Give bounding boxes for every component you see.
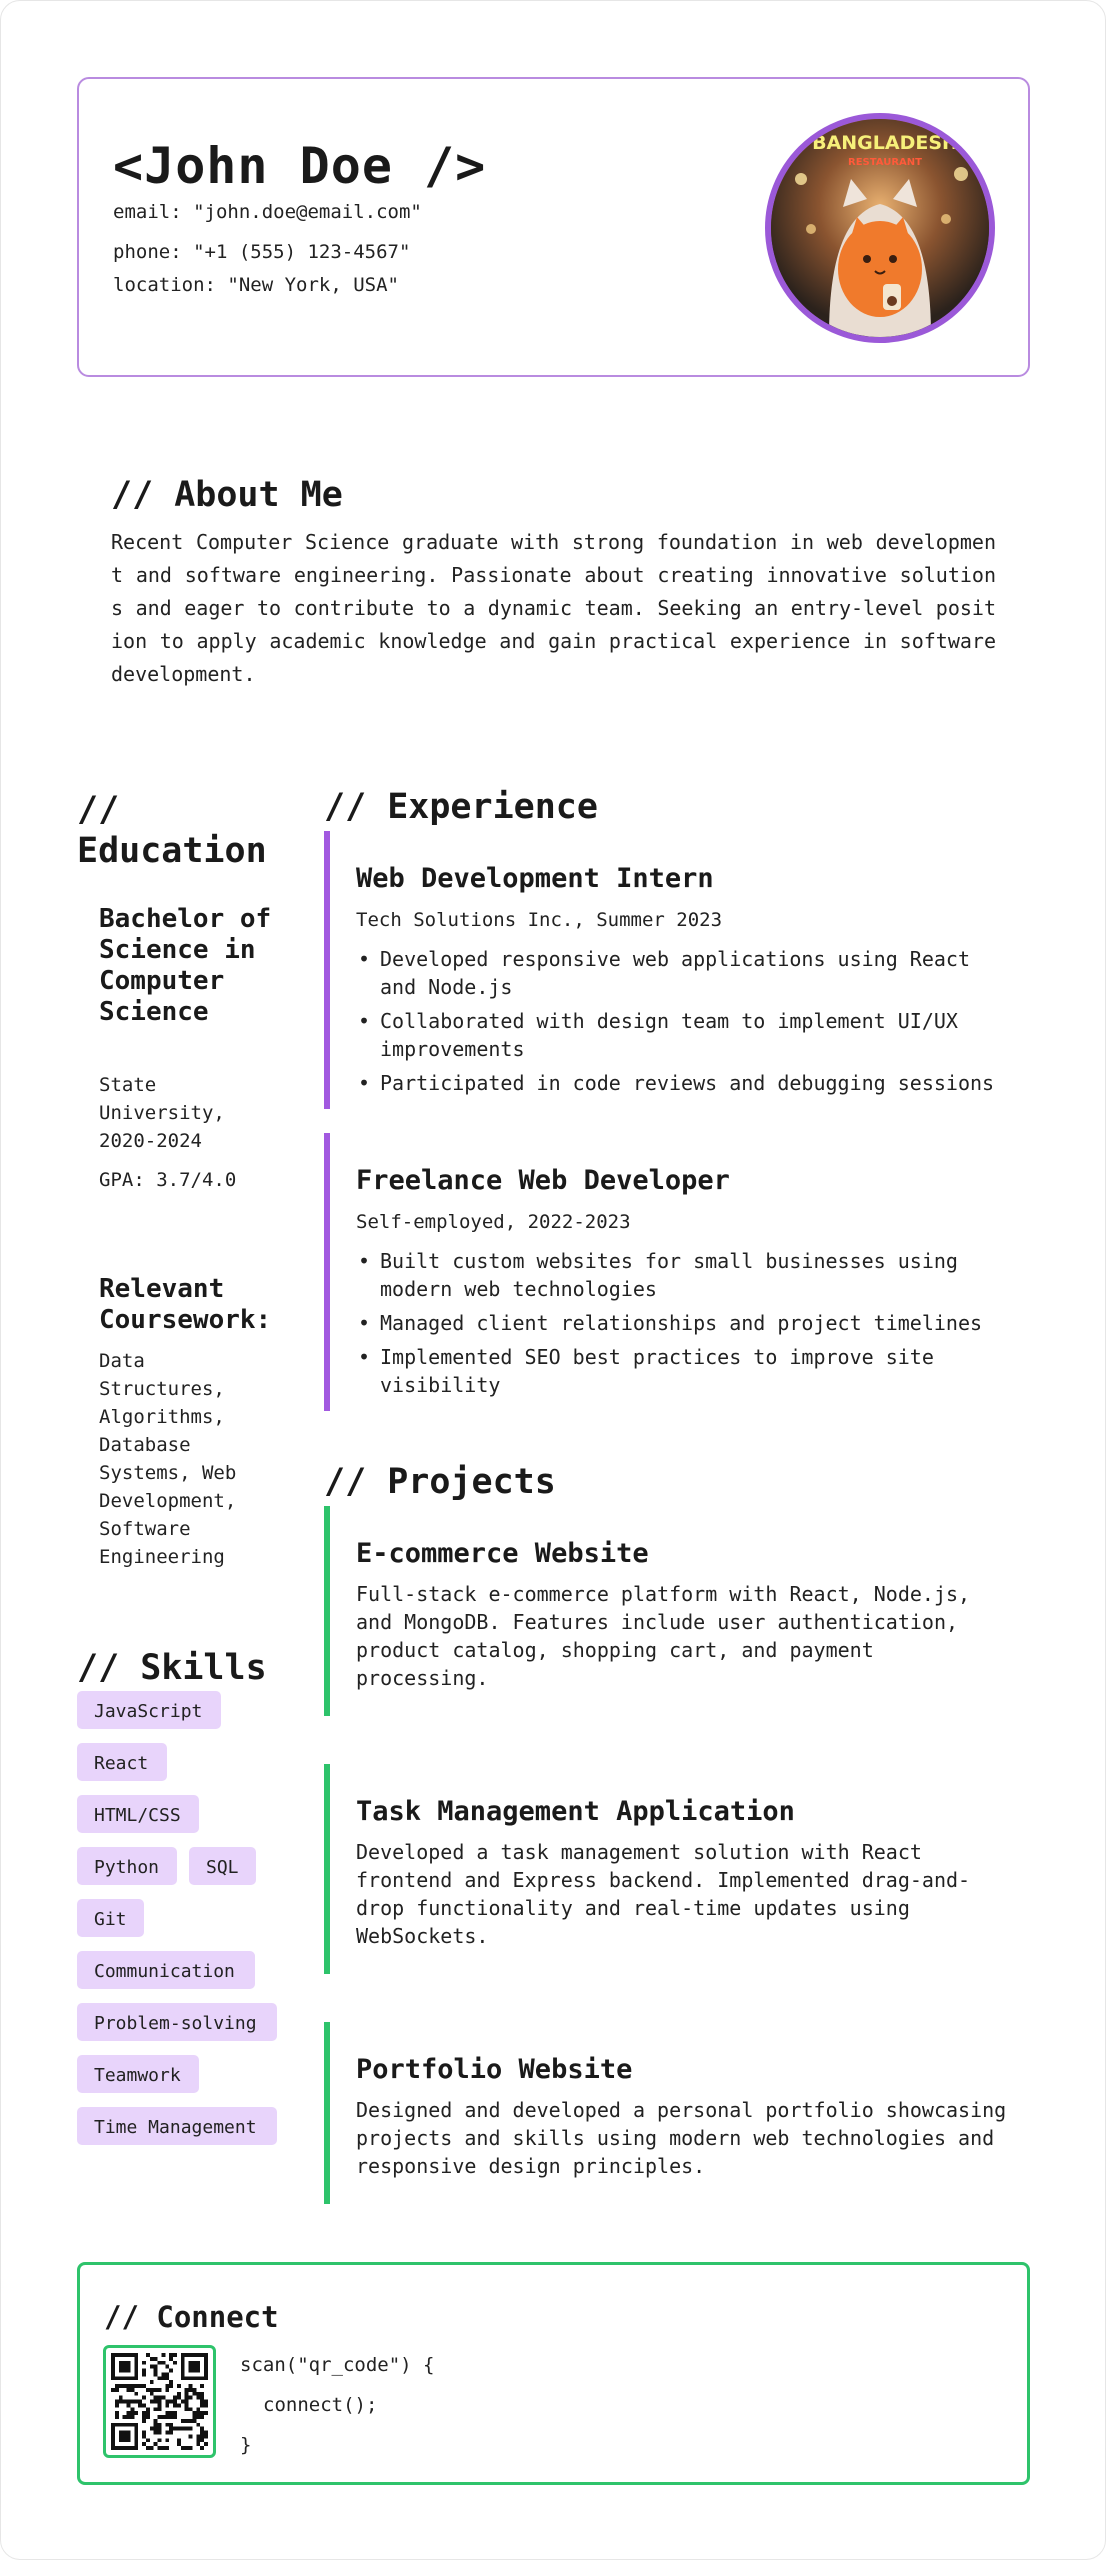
about-title: // About Me: [111, 475, 343, 515]
skill-tag: Python: [77, 1847, 177, 1885]
avatar-sign-subtext: RESTAURANT: [848, 157, 922, 168]
email-text: email: "john.doe@email.com": [113, 201, 422, 223]
skill-tag: React: [77, 1743, 167, 1781]
project-title: Portfolio Website: [356, 2054, 633, 2085]
education-title: // Education: [77, 790, 267, 871]
projects-title: // Projects: [324, 1462, 556, 1502]
list-item: • Built custom websites for small businesses using modern web technologies: [356, 1247, 1016, 1303]
project-card: [324, 2022, 1024, 2204]
degree-title: Bachelor of Science in Computer Science: [99, 904, 272, 1027]
list-item: • Managed client relationships and project timelines: [356, 1309, 1016, 1337]
job-bullets: [356, 945, 1016, 1103]
experience-card: [324, 1133, 1024, 1411]
skill-tag: SQL: [189, 1847, 256, 1885]
qr-code-graphic: [111, 2353, 208, 2450]
project-card: [324, 1764, 1024, 1974]
skill-tag: JavaScript: [77, 1691, 221, 1729]
project-card: [324, 1506, 1024, 1716]
experience-card: [324, 831, 1024, 1109]
list-item: • Collaborated with design team to implement UI/UX improvements: [356, 1007, 1016, 1063]
code-line: connect();: [263, 2394, 378, 2416]
school-text: State University, 2020-2024: [99, 1074, 225, 1152]
avatar-photo: [771, 119, 989, 337]
list-item: • Participated in code reviews and debugging sessions: [356, 1069, 1016, 1097]
connect-card: [77, 2262, 1030, 2485]
list-item: • Implemented SEO best practices to improve site visibility: [356, 1343, 1016, 1399]
about-text: Recent Computer Science graduate with strong foundation in web development and software engineering. Passionate about creating innovative solutions and eager to contribute to a dynamic team. Seeking an entry-level position to apply academic knowledge and gain practical experience in software development.: [111, 530, 996, 686]
job-title: Freelance Web Developer: [356, 1165, 730, 1196]
code-line: }: [240, 2434, 252, 2456]
header-card: [77, 77, 1030, 377]
skills-list: [77, 1691, 287, 2145]
skill-tag: Communication: [77, 1951, 255, 1989]
phone-text: phone: "+1 (555) 123-4567": [113, 241, 411, 263]
job-company: Self-employed, 2022-2023: [356, 1211, 631, 1233]
skill-tag: HTML/CSS: [77, 1795, 199, 1833]
gpa-text: GPA: 3.7/4.0: [99, 1169, 237, 1191]
skill-tag: Git: [77, 1899, 144, 1937]
skill-tag: Teamwork: [77, 2055, 199, 2093]
page-title: <John Doe />: [113, 137, 487, 195]
avatar: [765, 113, 995, 343]
skill-tag: Time Management: [77, 2107, 277, 2145]
qr-code-icon[interactable]: [103, 2345, 216, 2458]
skill-tag: Problem-solving: [77, 2003, 277, 2041]
connect-title: // Connect: [104, 2300, 279, 2334]
avatar-sign-text: BANGLADESH: [812, 132, 958, 154]
code-line: scan("qr_code") {: [240, 2354, 435, 2376]
job-company: Tech Solutions Inc., Summer 2023: [356, 909, 723, 931]
location-text: location: "New York, USA": [113, 274, 399, 296]
project-desc: Full-stack e-commerce platform with React, Node.js, and MongoDB. Features include user authentication, product catalog, shopping cart, and payment processing.: [356, 1582, 971, 1690]
job-title: Web Development Intern: [356, 863, 714, 894]
skills-title: // Skills: [77, 1648, 267, 1688]
experience-title: // Experience: [324, 787, 598, 827]
project-title: Task Management Application: [356, 1796, 795, 1827]
coursework-title: Relevant Coursework:: [99, 1274, 272, 1335]
coursework-text: Data Structures, Algorithms, Database Systems, Web Development, Software Engineering: [99, 1350, 237, 1568]
job-bullets: [356, 1247, 1016, 1405]
project-title: E-commerce Website: [356, 1538, 649, 1569]
project-desc: Developed a task management solution with React frontend and Express backend. Implemented drag-and-drop functionality and real-time updates using WebSockets.: [356, 1840, 971, 1948]
project-desc: Designed and developed a personal portfolio showcasing projects and skills using modern web technologies and responsive design principles.: [356, 2098, 1007, 2178]
list-item: • Developed responsive web applications using React and Node.js: [356, 945, 1016, 1001]
